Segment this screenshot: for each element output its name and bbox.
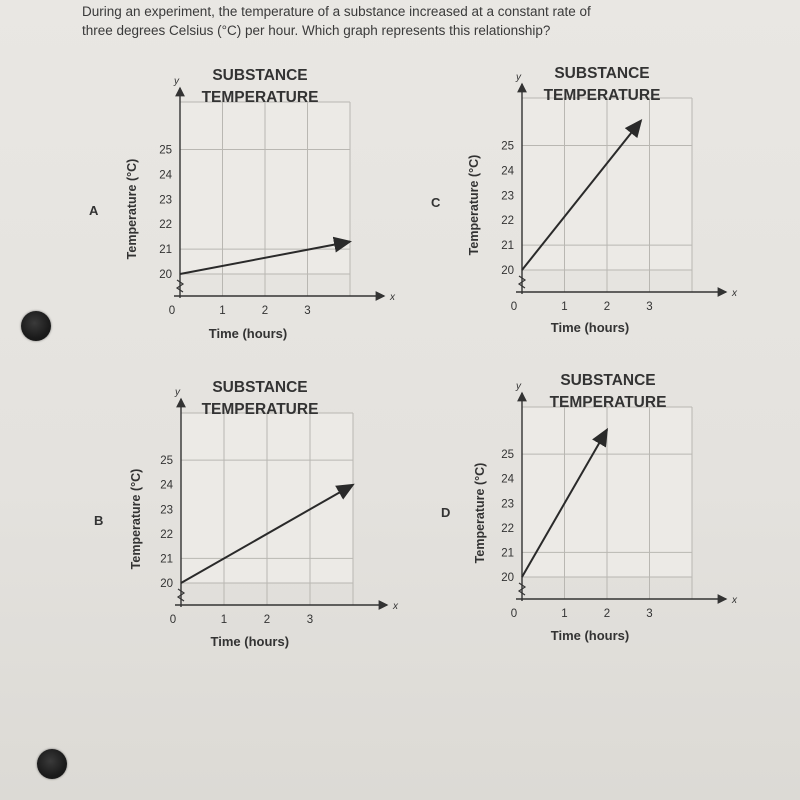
y-tick-label-c: 23 <box>501 190 514 203</box>
x-tick-label-a: 3 <box>304 305 311 317</box>
x-tick-label-d: 3 <box>646 608 653 620</box>
question-line-2: three degrees Celsius (°C) per hour. Which graph represents this relationship? <box>82 23 551 38</box>
chart-title-line-1-b: SUBSTANCE <box>212 379 308 396</box>
x-tick-label-d: 1 <box>561 608 568 620</box>
y-tick-label-d: 25 <box>501 449 514 462</box>
y-axis-name-c: y <box>516 72 521 83</box>
y-axis-label-a: Temperature (°C) <box>125 158 139 260</box>
x-axis-name-d: x <box>732 595 737 606</box>
chart-title-line-1-a: SUBSTANCE <box>212 67 308 84</box>
x-tick-label-b: 1 <box>220 614 228 626</box>
y-tick-label-c: 21 <box>501 240 514 253</box>
x-axis-label-d: Time (hours) <box>550 628 630 643</box>
chart-title-line-2-a: TEMPERATURE <box>201 89 319 106</box>
x-axis-label-b: Time (hours) <box>210 634 290 649</box>
y-axis-label-d: Temperature (°C) <box>473 462 487 564</box>
y-axis-label-c: Temperature (°C) <box>467 154 481 256</box>
x-tick-label-a: 1 <box>219 305 226 317</box>
x-tick-label-b: 2 <box>263 614 271 626</box>
y-tick-label-a: 24 <box>159 169 172 182</box>
chart-title-line-1-c: SUBSTANCE <box>554 65 650 82</box>
y-tick-label-a: 23 <box>159 194 172 207</box>
chart-title-line-2-d: TEMPERATURE <box>549 394 667 411</box>
y-tick-label-a: 20 <box>159 269 172 281</box>
x-axis-label-c: Time (hours) <box>550 320 630 335</box>
x-axis-name-c: x <box>732 288 737 299</box>
y-tick-label-c: 24 <box>501 165 514 178</box>
option-label-b: B <box>94 513 104 528</box>
y-tick-label-d: 23 <box>501 498 514 511</box>
chart-title-line-1-d: SUBSTANCE <box>560 372 656 389</box>
x-tick-label-d: 2 <box>603 608 611 620</box>
x-tick-label-c: 1 <box>561 301 568 313</box>
chart-title-line-2-c: TEMPERATURE <box>543 87 661 104</box>
y-tick-label-c: 20 <box>501 265 514 277</box>
x-tick-label-a: 2 <box>261 305 269 317</box>
chart-title-line-2-b: TEMPERATURE <box>201 401 319 418</box>
y-axis-name-a: y <box>174 76 179 87</box>
y-tick-label-b: 20 <box>160 578 173 590</box>
y-tick-label-d: 20 <box>501 572 514 584</box>
y-tick-label-a: 25 <box>159 144 172 157</box>
y-axis-label-b: Temperature (°C) <box>129 468 143 570</box>
x-tick-label-b: 3 <box>306 614 314 626</box>
y-tick-label-b: 25 <box>160 455 173 468</box>
x-tick-label-a: 0 <box>168 305 176 317</box>
x-tick-label-c: 0 <box>510 301 518 313</box>
y-axis-name-b: y <box>175 387 180 398</box>
x-tick-label-c: 3 <box>646 301 653 313</box>
y-tick-label-a: 21 <box>159 244 172 257</box>
y-tick-label-c: 25 <box>501 140 514 153</box>
x-tick-label-d: 0 <box>510 608 518 620</box>
axis-break-d <box>519 583 525 595</box>
y-tick-label-b: 23 <box>160 504 173 517</box>
y-tick-label-d: 21 <box>501 547 514 560</box>
y-tick-label-b: 22 <box>160 528 173 541</box>
question-line-1: During an experiment, the temperature of a substance increased at a constant rate of <box>82 4 591 19</box>
x-tick-label-b: 0 <box>169 614 177 626</box>
y-tick-label-b: 24 <box>160 479 173 492</box>
y-tick-label-d: 24 <box>501 473 514 486</box>
x-tick-label-c: 2 <box>603 301 611 313</box>
y-tick-label-d: 22 <box>501 522 514 535</box>
option-label-d: D <box>441 505 451 520</box>
option-label-c: C <box>431 195 441 210</box>
x-axis-name-b: x <box>393 601 398 612</box>
y-axis-name-d: y <box>516 381 521 392</box>
x-axis-label-a: Time (hours) <box>208 326 288 341</box>
option-label-a: A <box>89 203 99 218</box>
y-tick-label-a: 22 <box>159 219 172 232</box>
y-tick-label-b: 21 <box>160 553 173 566</box>
x-axis-name-a: x <box>390 292 395 303</box>
y-tick-label-c: 22 <box>501 215 514 228</box>
